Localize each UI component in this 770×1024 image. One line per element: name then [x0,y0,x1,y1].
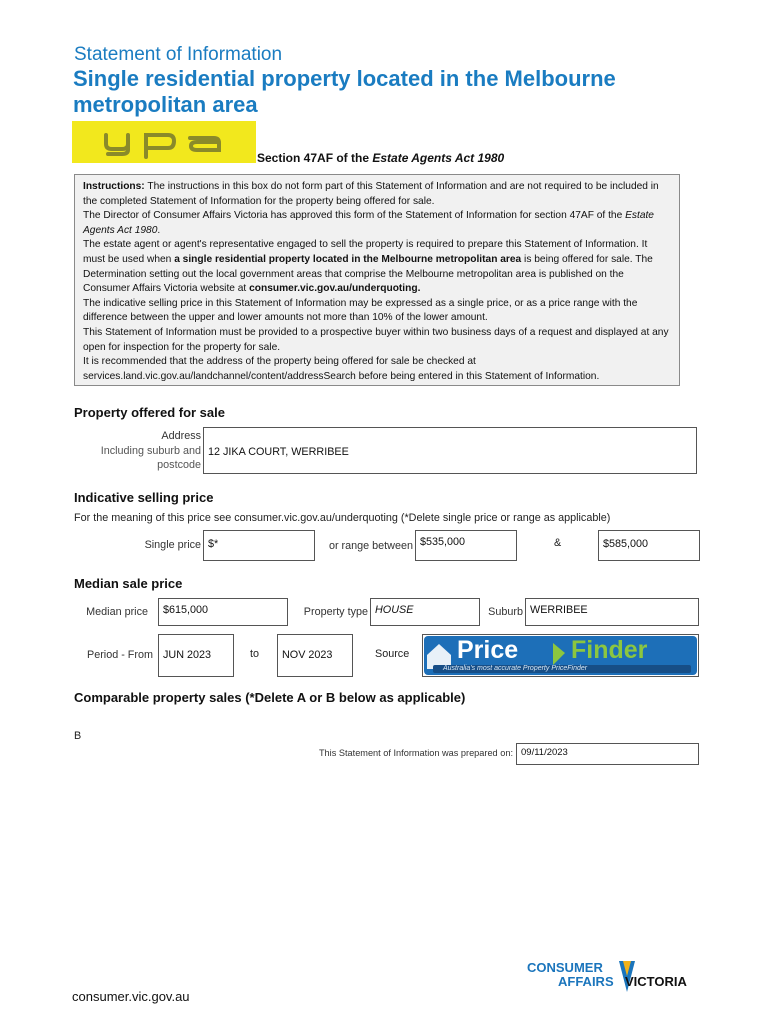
price-heading: Indicative selling price [74,490,214,505]
pricefinder-word-2: Finder [571,636,648,664]
range-label: or range between [328,540,413,552]
instructions-p3 [83,238,671,296]
comparable-heading: Comparable property sales (*Delete A or B below as applicable) [74,690,466,705]
property-heading: Property offered for sale [74,405,225,420]
source-label: Source [375,648,410,660]
instructions-box [74,174,680,386]
agency-logo [72,121,256,163]
instructions-p3-text: The estate agent or agent's representative engaged to sell the property is required to prepare this Statement of Information. It must be used when [83,239,648,265]
instructions-p4: The indicative selling price in this Statement of Information may be expressed as a single price, or as a price range with the difference between the upper and lower amounts not more than 10% of the lower amount. [83,297,638,324]
instructions-p5: This Statement of Information must be provided to a prospective buyer within two business days of a request and displayed at any open for inspection for the property for sale. [83,326,669,353]
underquoting-link[interactable]: consumer.vic.gov.au/underquoting. [249,283,421,295]
instructions-p3-text-2: is being offered for sale. The Determination setting out the local government areas that comprise the Melbourne metropolitan area is published on the Consumer Affairs Victoria website at [83,253,653,295]
range-ampersand: & [554,537,562,549]
instructions-p3-bold: a single residential property located in the Melbourne metropolitan area [174,253,522,265]
property-type-field[interactable]: HOUSE [370,598,480,626]
instructions-p2-text: The Director of Consumer Affairs Victoria has approved this form of the Statement of Information for section 47AF of the [83,210,626,222]
period-from-label: Period - From [87,649,153,661]
suburb-field[interactable]: WERRIBEE [525,598,699,626]
prepared-on-label: This Statement of Information was prepared on: [318,748,513,758]
pricefinder-word-1: Price [457,636,519,664]
act-prefix: Section 47AF of the [257,151,373,165]
range-high-field[interactable]: $585,000 [598,530,700,561]
instructions-p1 [83,180,671,209]
instructions-p1-text: The instructions in this box do not form part of this Statement of Information and are not required to be included in the completed Statement of Information for the property being offered for sale. [83,181,659,207]
prepared-on-field[interactable]: 09/11/2023 [516,743,699,765]
address-label-line-2: Including suburb and [100,444,201,457]
cav-word-3: VICTORIA [625,974,687,989]
pricefinder-tagline: Australia's most accurate Property PriceFinder [443,665,588,672]
price-note: For the meaning of this price see consumer.vic.gov.au/underquoting (*Delete single price or range as applicable) [74,512,611,524]
instructions-p6: It is recommended that the address of the property being offered for sale be checked at services.land.vic.gov.au/landchannel/content/addressSearch before being entered in this Statement of Information. [83,356,600,382]
single-price-label: Single price [144,539,201,551]
footer-url[interactable]: consumer.vic.gov.au [72,989,190,1004]
document-kicker: Statement of Information [74,44,283,65]
act-reference [257,151,504,165]
range-low-field[interactable]: $535,000 [415,530,517,561]
instructions-p2 [83,209,671,238]
act-name: Estate Agents Act 1980 [372,151,505,165]
instructions-p2-end: . [157,224,161,236]
period-to-label: to [250,648,260,660]
median-price-field[interactable]: $615,000 [158,598,288,626]
cav-word-2: AFFAIRS [558,974,614,989]
comparable-option: B [74,730,82,742]
address-label [74,429,201,473]
property-type-label: Property type [303,606,368,618]
median-price-label: Median price [86,606,148,618]
cav-word-1: CONSUMER [527,960,603,975]
document-title: Single residential property located in the Melbourne metropolitan area [73,66,616,117]
median-heading: Median sale price [74,576,183,591]
period-to-field[interactable]: NOV 2023 [277,634,353,677]
suburb-label: Suburb [488,606,523,618]
address-field[interactable]: 12 JIKA COURT, WERRIBEE [203,427,697,474]
instructions-p2-act: Estate Agents Act 1980 [83,210,654,236]
ypa-logo-icon [72,121,256,163]
pricefinder-logo [422,634,699,677]
address-label-line-3: postcode [157,459,201,471]
address-label-line-1: Address [161,430,201,442]
instructions-heading: Instructions: [83,181,145,192]
period-from-field[interactable]: JUN 2023 [158,634,234,677]
consumer-affairs-victoria-logo [527,958,703,1006]
single-price-field[interactable]: $* [203,530,315,561]
